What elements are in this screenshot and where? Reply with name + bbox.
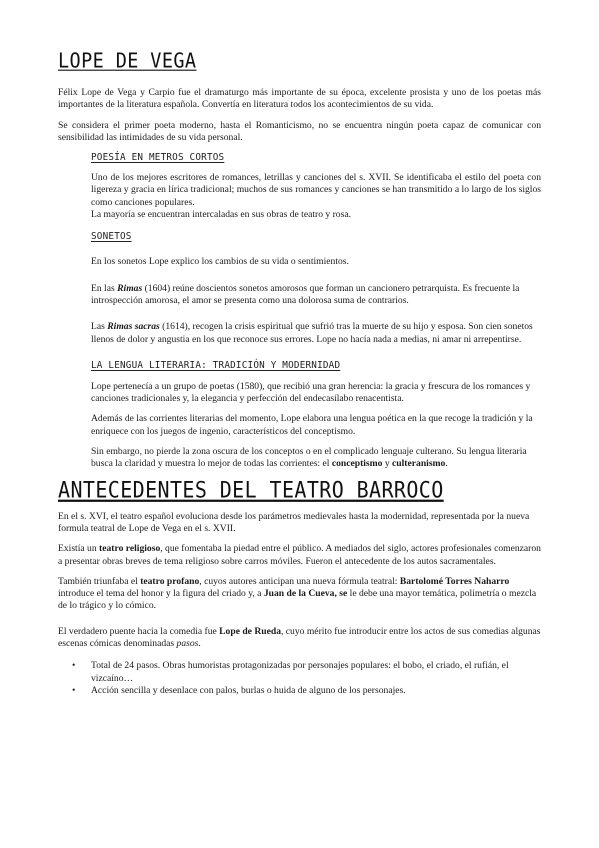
- bullet-icon: •: [72, 684, 76, 696]
- lengua-paragraph-2: Además de las corrientes literarias del momento, Lope elabora una lengua poética en la que recoge la tradición y la enriquece con los juegos de ingenio, característicos del conceptismo.: [91, 413, 533, 437]
- metros-paragraph-1: Uno de los mejores escritores de romances, letrillas y canciones del s. XVII. Se identificaba el estilo del poeta con ligereza y gracia en lírica tradicional; muchos de sus romances y canciones se han transmitido a lo largo de los siglos como canciones populares.: [91, 172, 541, 208]
- heading-sonetos: SONETOS: [91, 231, 132, 243]
- sonetos-paragraph-3: Las Rimas sacras (1614), recogen la crisis espiritual que sufrió tras la muerte de su hijo y esposa. Son cien sonetos llenos de dolor y angustia en los que reconoce sus errores. Lope no hacía nada a medias, ni amar ni arrepentirse.: [91, 321, 533, 345]
- teatro-paragraph-1: En el s. XVI, el teatro español evoluciona desde los parámetros medievales hasta la modernidad, representada por la nueva formula teatral de Lope de Vega en el s. XVII.: [58, 510, 530, 534]
- intro-paragraph-1: Félix Lope de Vega y Carpio fue el dramaturgo más importante de su época, excelente prosista y uno de los poetas más importantes de la literatura española. Convertía en literatura todos los acontecimientos de su vida.: [58, 87, 541, 111]
- title-lope-de-vega: LOPE DE VEGA: [58, 49, 197, 73]
- heading-poesia-metros-cortos: POESÍA EN METROS CORTOS: [91, 152, 225, 164]
- lengua-paragraph-1: Lope pertenecía a un grupo de poetas (1580), que recibió una gran herencia: la gracia y frescura de los romances y canciones tradicionales y, la elegancia y perfección del endecasílabo renacentista.: [91, 380, 531, 405]
- lengua-paragraph-3: Sin embargo, no pierde la zona oscura de los conceptos o en el complicado lenguaje culterano. Su lengua literaria busca la claridad y muestra lo mejor de todas las corrientes: el conceptismo y culteranismo.: [91, 446, 527, 470]
- intro-paragraph-2: Se considera el primer poeta moderno, hasta el Romanticismo, no se encuentra ningún poeta capaz de comunicar con sensibilidad las intimidades de su vida personal.: [58, 119, 541, 143]
- teatro-paragraph-4: El verdadero puente hacia la comedia fue Lope de Rueda, cuyo mérito fue introducir entre los actos de sus comedias algunas escenas cómicas denominadas pasos.: [58, 625, 541, 650]
- sonetos-paragraph-2: En las Rimas (1604) reúne doscientos sonetos amorosos que forman un cancionero petrarquista. Es frecuente la introspección amorosa, el amor se presenta como una dolorosa suma de contrarios.: [91, 282, 520, 306]
- title-antecedentes-teatro-barroco: ANTECEDENTES DEL TEATRO BARROCO: [58, 475, 444, 503]
- bullet-icon: •: [72, 660, 76, 672]
- list-item: • Acción sencilla y desenlace con palos, burlas o huida de alguno de los personajes.: [72, 684, 406, 696]
- list-item: • Total de 24 pasos. Obras humoristas protagonizadas por personajes populares: el bobo, el criado, el rufián, el vizcaíno…: [72, 660, 509, 684]
- pasos-bullet-list: [58, 660, 541, 697]
- teatro-paragraph-2: Existía un teatro religioso, que fomentaba la piedad entre el público. A mediados del siglo, actores profesionales comenzaron a presentar obras breves de tema religioso sobre carros móviles. Fueron el antecedente de los autos sacramentales.: [58, 543, 541, 567]
- teatro-paragraph-3: También triunfaba el teatro profano, cuyos autores anticipan una nueva fórmula teatral: Bartolomé Torres Naharro introduce el tema del honor y la figura del criado y, a Juan de la Cueva, se le debe una mayor temática, polimetría o mezcla de lo trágico y lo cómico.: [58, 575, 537, 612]
- metros-paragraph-2: La mayoría se encuentran intercaladas en sus obras de teatro y rosa.: [91, 209, 351, 221]
- heading-lengua-literaria: LA LENGUA LITERARIA: TRADICIÓN Y MODERNIDAD: [91, 359, 341, 371]
- sonetos-paragraph-1: En los sonetos Lope explico los cambios de su vida o sentimientos.: [91, 256, 349, 268]
